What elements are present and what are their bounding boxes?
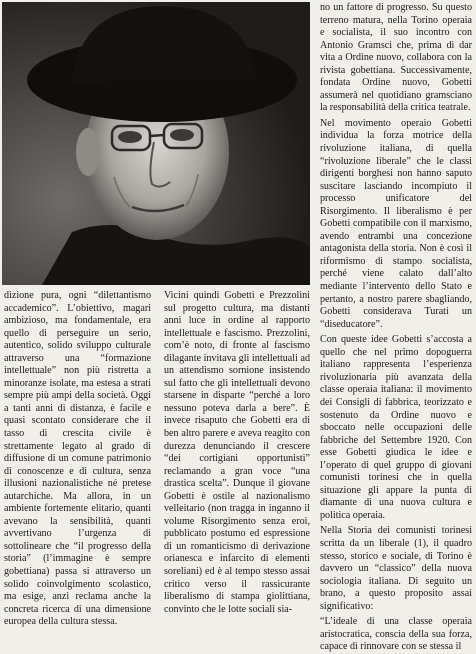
paragraph: dizione pura, ogni “dilettantismo accademico”. L’obiettivo, magari ambizioso, ma fondamentale, era quello di perseguire un serio, autentico, solido sviluppo culturale attraverso una “formazione intellettuale” non più ristretta a minoranze isolate, ma estesa a strati sempre più ampi della società. Oggi a tanti anni di distanza, è facile e quasi scontato considerare che il tasso di crescita civile è strettamente legato al grado di diffusione di un comune patrimonio di conoscenze e di cultura, senza illusioni nazionalistiche né pretese autarchiche. Ma allora, in un ambiente fortemente elitario, quanti avevano la sensibilità, quanti avvertivano l’urgenza di sottolineare che “il progresso della storia” (l’immagine è sempre gobettiana) passa si attraverso un solido coinvolgimento scolastico, ma esige, anzi reclama anche la concreta ricerca di una dimensione europea della cultura stessa. [4, 290, 151, 628]
paragraph: Nel movimento operaio Gobetti individua la forza motrice della rivoluzione italiana, di quella “rivoluzione liberale” che le classi dirigenti borghesi non hanno saputo suscitare lasciando incompiuto il processo unificatore del Risorgimento. Il liberalismo è per Gobetti compatibile con il marxismo, avendo entrambi una concezione antagonista della storia. Non è così il riformismo di stampo socialista, perché viene calato dall’alto mediante l’intervento dello Stato e pertanto, a nostro parere sbagliando, Gobetti considerava Turati un “diseducatore”. [320, 117, 472, 330]
paragraph: Con queste idee Gobetti s’accosta a quello che nel primo dopoguerra italiano rappresenta l’esperienza rivoluzionaria più avanzata della classe operaia italiana: il movimento dei Consigli di fabbrica, teorizzato e sostenuto da Ordine nuovo e sboccato nelle occupazioni delle fabbriche del Settembre 1920. Con esse Gobetti giudica le idee e l’operato di quel gruppo di giovani comunisti torinesi che in quella situazione gli appare la punta di diamante di una nuova cultura e politica operaia. [320, 334, 472, 521]
paragraph: no un fattore di progresso. Su questo terreno matura, nella Torino operaia e socialista, il suo incontro con Antonio Gramsci che, prima di dar vita a Ordine nuovo, collabora con la rivista gobettiana. Successivamente, fondata Ordine nuovo, Gobetti assumerà nel quotidiano gramsciano la responsabilità della critica teatrale. [320, 2, 472, 114]
text-column-1 [4, 290, 151, 629]
portrait-photo [2, 2, 310, 285]
text-column-3 [320, 2, 472, 654]
paragraph: Nella Storia dei comunisti torinesi scritta da un liberale (1), il quadro stesso, storico e sociale, di Torino è davvero un “classico” della nuova sociologia italiana. Di seguito un brano, a questo proposito assai significativo: [320, 525, 472, 612]
paragraph: Vicini quindi Gobetti e Prezzolini sul progetto cultura, ma distanti anni luce in ordine al rapporto intellettuale e fascismo. Prezzolini, com’è noto, di fronte al fascismo dilagante invitava gli intellettuali ad un attendismo sornione insistendo sul fatto che gli intellettuali devono starsene in disparte “perché a loro nessuno poteva darla a bere”. È invece risaputo che Gobetti era di ben altro parere e aveva reagito con durezza denunciando il crescere “dei cortigiani opportunisti” reclamando a gran voce “una drastica scelta”. Dunque il giovane Gobetti è ostile al nazionalismo velleitario (non tragga in inganno il volume Risorgimento senza eroi, pubblicato postumo ed espressione di un romanticismo di derivazione orianesca e infarcito di elementi soreliani) ed è al tempo stesso assai critico verso il rassicurante liberalismo di stampa giolittiana, convinto che le lotte sociali sia- [164, 290, 310, 615]
portrait-image [2, 2, 310, 285]
paragraph: “L’ideale di una classe operaia aristocratica, conscia della sua forza, capace di rinnovare con se stessa il [320, 616, 472, 653]
text-column-2 [164, 290, 310, 616]
